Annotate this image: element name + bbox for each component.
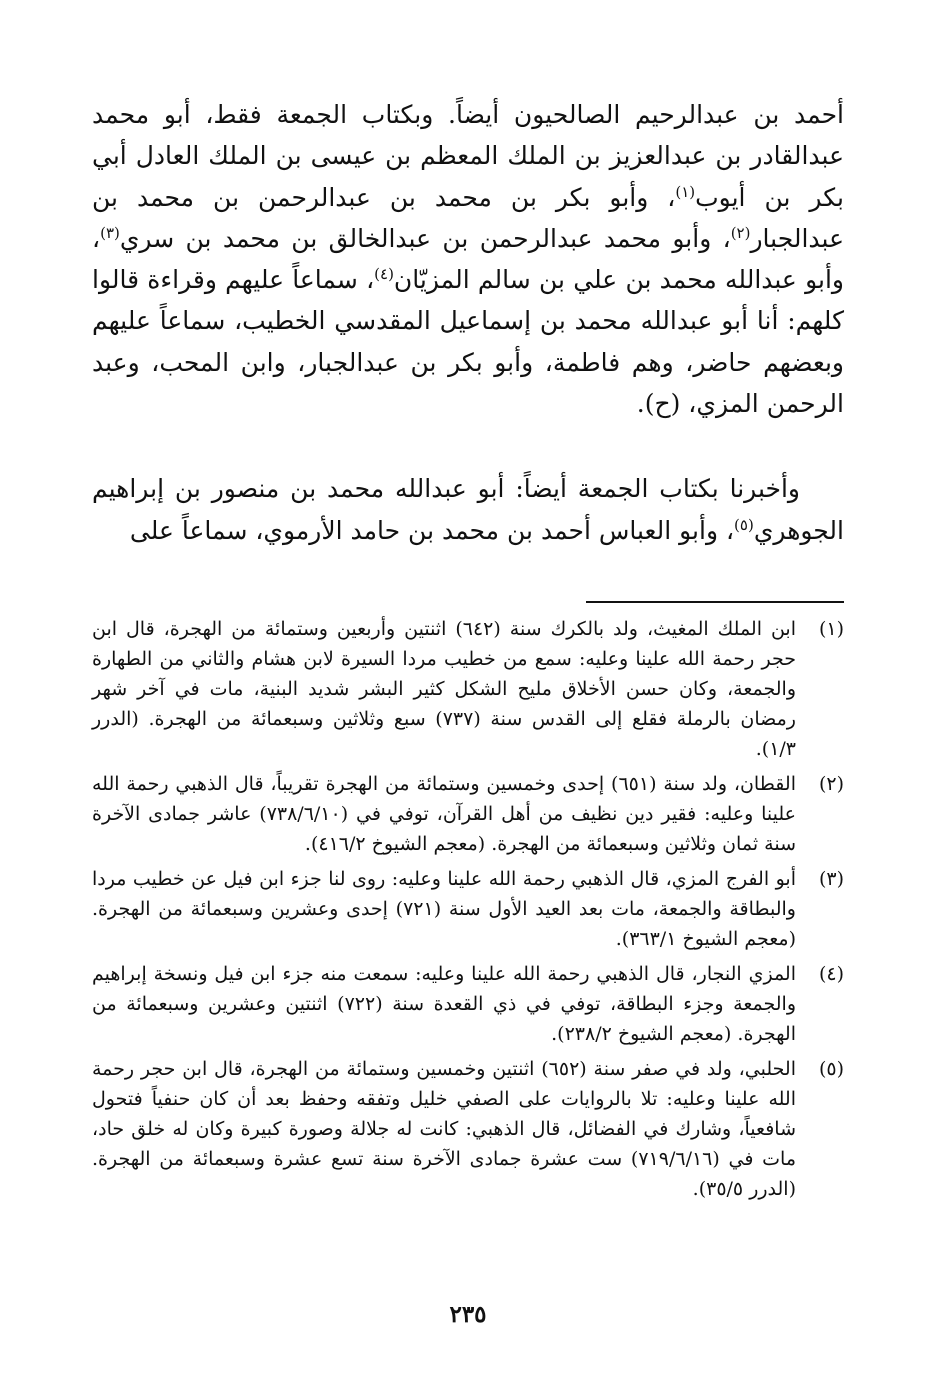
footnote-ref-3[interactable]: (٣) <box>100 223 120 242</box>
footnotes-section <box>92 614 844 1209</box>
footnote-number: (٣) <box>818 868 844 890</box>
footnote-separator <box>586 601 844 603</box>
footnote-ref-5[interactable]: (٥) <box>734 515 754 534</box>
footnote-number: (١) <box>818 618 844 640</box>
text-segment: أحمد بن عبدالرحيم الصالحيون أيضاً. وبكتاب الجمعة فقط، أبو محمد عبدالقادر بن عبدالعزيز بن الملك المعظم بن عيسى بن الملك العادل أبي بكر بن أيوب <box>92 100 844 212</box>
footnote-item <box>92 864 844 954</box>
footnote-item <box>92 1054 844 1204</box>
text-segment: ، وأبو محمد عبدالرحمن بن عبدالخالق بن محمد بن سري <box>119 223 731 253</box>
text-segment: ، وأبو عبدالله محمد بن علي بن سالم المزيّان <box>92 223 844 295</box>
footnote-number: (٢) <box>818 773 844 795</box>
text-segment: ، سماعاً عليهم وقراءة قالوا كلهم: أنا أبو عبدالله محمد بن إسماعيل المقدسي الخطيب، سماعاً عليهم وبعضهم حاضر، وهم فاطمة، وأبو بكر بن عبدالجبار، وابن المحب، وعبد الرحمن المزي، (ح). <box>92 265 844 419</box>
text-segment: ، وأبو العباس أحمد بن محمد بن حامد الأرموي، سماعاً على <box>129 515 735 545</box>
footnote-number: (٥) <box>818 1058 844 1080</box>
footnote-text: المزي النجار، قال الذهبي رحمة الله علينا وعليه: سمعت منه جزء ابن فيل ونسخة إبراهيم والجمعة وجزء البطاقة، توفي في ذي القعدة سنة (٧٢٢) اثنتين وعشرين وسبعمائة من الهجرة. (معجم الشيوخ ٢٣٨/٢). <box>92 963 796 1045</box>
footnote-ref-1[interactable]: (١) <box>675 182 696 201</box>
footnote-text: ابن الملك المغيث، ولد بالكرك سنة (٦٤٢) اثنتين وأربعين وستمائة من الهجرة، قال ابن حجر رحمة الله علينا وعليه: سمع من خطيب مردا السيرة لابن هشام والثاني من الطهارة والجمعة، وكان حسن الأخلاق مليح الشكل كثير البشر شديد البنية، مات في آخر شهر رمضان بالرملة فقلع إلى القدس سنة (٧٣٧) سبع وثلاثين وسبعمائة من الهجرة. (الدرر ١/٣). <box>92 618 796 760</box>
footnote-text: القطان، ولد سنة (٦٥١) إحدى وخمسين وستمائة من الهجرة تقريباً، قال الذهبي رحمة الله علينا وعليه: فقير دين نظيف من أهل القرآن، توفي في (٧٣٨/٦/١٠) عاشر جمادى الآخرة سنة ثمان وثلاثين وسبعمائة من الهجرة. (معجم الشيوخ ٤١٦/٢). <box>92 773 796 855</box>
main-paragraph-2 <box>92 468 844 551</box>
footnote-number: (٤) <box>818 963 844 985</box>
footnote-ref-4[interactable]: (٤) <box>374 265 394 284</box>
main-paragraph-1 <box>92 94 844 424</box>
footnote-item <box>92 614 844 764</box>
page-number: ٢٣٥ <box>449 1301 487 1328</box>
text-segment: ، وأبو بكر بن محمد بن عبدالرحمن بن محمد بن عبدالجبار <box>92 182 844 253</box>
text-segment: وأخبرنا بكتاب الجمعة أيضاً: أبو عبدالله محمد بن منصور بن إبراهيم الجوهري <box>92 474 844 545</box>
footnote-text: الحلبي، ولد في صفر سنة (٦٥٢) اثنتين وخمسين وستمائة من الهجرة، قال ابن حجر رحمة الله علينا وعليه: تلا بالروايات على الصفي خليل وتفقه وحفظ بعد أن كان حنفياً فتحول شافعياً، وشارك في الفضائل، قال الذهبي: كانت له جلالة وصورة كبيرة وكان له خلق حاد، مات في (٧١٩/٦/١٦) ست عشرة جمادى الآخرة سنة تسع عشرة وسبعمائة من الهجرة. (الدرر ٣٥/٥). <box>92 1058 796 1200</box>
footnote-item <box>92 769 844 859</box>
footnote-ref-2[interactable]: (٢) <box>730 223 751 242</box>
footnote-item <box>92 959 844 1049</box>
footnote-text: أبو الفرج المزي، قال الذهبي رحمة الله علينا وعليه: روى لنا جزء ابن فيل عن خطيب مردا والبطاقة والجمعة، مات بعد العيد الأول سنة (٧٢١) إحدى وعشرين وسبعمائة من الهجرة. (معجم الشيوخ ٣٦٣/١). <box>92 868 796 950</box>
book-page <box>92 86 844 1376</box>
